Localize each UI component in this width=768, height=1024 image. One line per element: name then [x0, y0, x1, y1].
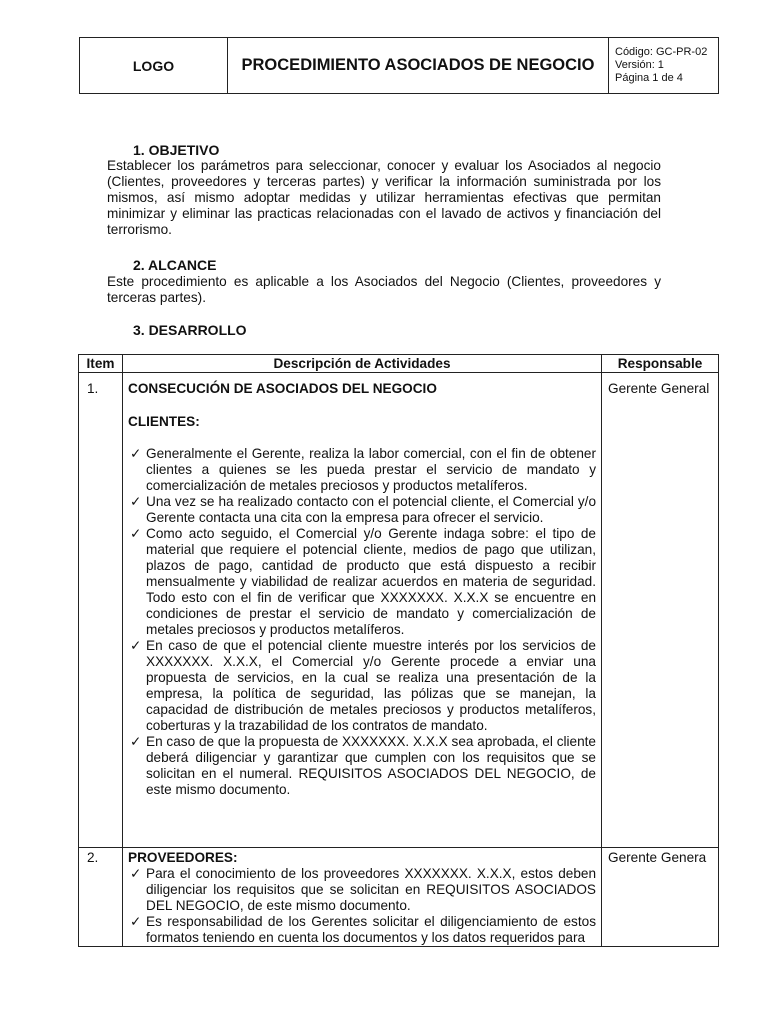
checkmark-icon: ✓	[130, 526, 142, 541]
row-description	[123, 373, 602, 848]
checkmark-icon: ✓	[130, 914, 142, 929]
table-header-row	[79, 355, 719, 373]
table-row	[79, 848, 719, 947]
row-responsable: Gerente Genera	[602, 848, 719, 947]
list-item: ✓ Generalmente el Gerente, realiza la labor comercial, con el fin de obtener clientes a quienes se les pueda prestar el servicio de mandato y comercialización de metales preciosos y productos metalíferos.	[130, 446, 596, 493]
column-header-responsable: Responsable	[602, 355, 719, 373]
document-code: Código: GC-PR-02	[615, 46, 708, 58]
checkmark-icon: ✓	[130, 866, 142, 881]
section-desarrollo-heading: 3. DESARROLLO	[133, 322, 247, 338]
activity-list	[128, 446, 596, 798]
section-alcance-heading: 2. ALCANCE	[133, 257, 217, 273]
list-item: ✓ Para el conocimiento de los proveedores XXXXXXX. X.X.X, estos deben diligenciar los requisitos que se solicitan en REQUISITOS ASOCIADOS DEL NEGOCIO, de este mismo documento.	[130, 866, 596, 913]
column-header-item: Item	[79, 355, 123, 373]
section-objetivo-text: Establecer los parámetros para seleccionar, conocer y evaluar los Asociados al negocio (Clientes, proveedores y terceras partes) y verificar la información suministrada por los mismos, así mismo adoptar medidas y utilizar herramientas efectivas que permitan minimizar y eliminar las practicas relacionadas con el lavado de activos y financiación del terrorismo.	[107, 158, 661, 237]
logo-cell: LOGO	[80, 38, 228, 94]
list-item: ✓ Como acto seguido, el Comercial y/o Gerente indaga sobre: el tipo de material que requiere el potencial cliente, medios de pago que utilizan, plazos de pago, cantidad de producto que está dispuesto a recibir mensualmente y viabilidad de realizar acuerdos en materia de seguridad. Todo esto con el fin de verificar que XXXXXXX. X.X.X se encuentre en condiciones de prestar el servicio de mandato y comercialización de metales preciosos y productos metalíferos.	[130, 526, 596, 637]
section-objetivo-heading: 1. OBJETIVO	[133, 142, 220, 158]
row-description	[123, 848, 602, 947]
section-alcance-text: Este procedimiento es aplicable a los Asociados del Negocio (Clientes, proveedores y terceras partes).	[107, 274, 661, 305]
document-title: PROCEDIMIENTO ASOCIADOS DE NEGOCIO	[228, 38, 609, 94]
list-item: ✓ En caso de que la propuesta de XXXXXXX. X.X.X sea aprobada, el cliente deberá diligenciar y garantizar que cumplen con los requisitos que se solicitan en el numeral. REQUISITOS ASOCIADOS DEL NEGOCIO, de este mismo documento.	[130, 734, 596, 797]
activities-table	[78, 354, 719, 947]
list-item: ✓ Una vez se ha realizado contacto con el potencial cliente, el Comercial y/o Gerente contacta una cita con la empresa para ofrecer el servicio.	[130, 494, 596, 525]
table-row	[79, 373, 719, 848]
checkmark-icon: ✓	[130, 734, 142, 749]
list-item: ✓ En caso de que el potencial cliente muestre interés por los servicios de XXXXXXX. X.X.X, el Comercial y/o Gerente procede a enviar una propuesta de servicios, en la cual se realiza una presentación de la empresa, la política de seguridad, las pólizas que se manejan, la capacidad de distribución de metales preciosos y productos metalíferos, coberturas y la trazabilidad de los contratos de mandato.	[130, 638, 596, 733]
document-header	[79, 37, 719, 94]
document-page: Página 1 de 4	[615, 72, 683, 84]
row-subtitle: CLIENTES:	[128, 414, 200, 429]
column-header-description: Descripción de Actividades	[123, 355, 602, 373]
checkmark-icon: ✓	[130, 494, 142, 509]
row-item-number: 2.	[79, 848, 123, 947]
document-meta	[609, 38, 719, 94]
document-version: Versión: 1	[615, 59, 664, 71]
row-item-number: 1.	[79, 373, 123, 848]
checkmark-icon: ✓	[130, 638, 142, 653]
list-item: ✓ Es responsabilidad de los Gerentes solicitar el diligenciamiento de estos formatos teniendo en cuenta los documentos y los datos requeridos para	[130, 914, 596, 945]
row-responsable: Gerente General	[602, 373, 719, 848]
checkmark-icon: ✓	[130, 446, 142, 461]
row-title: CONSECUCIÓN DE ASOCIADOS DEL NEGOCIO	[128, 381, 437, 396]
row-title: PROVEEDORES:	[128, 850, 238, 865]
activity-list	[128, 866, 596, 946]
